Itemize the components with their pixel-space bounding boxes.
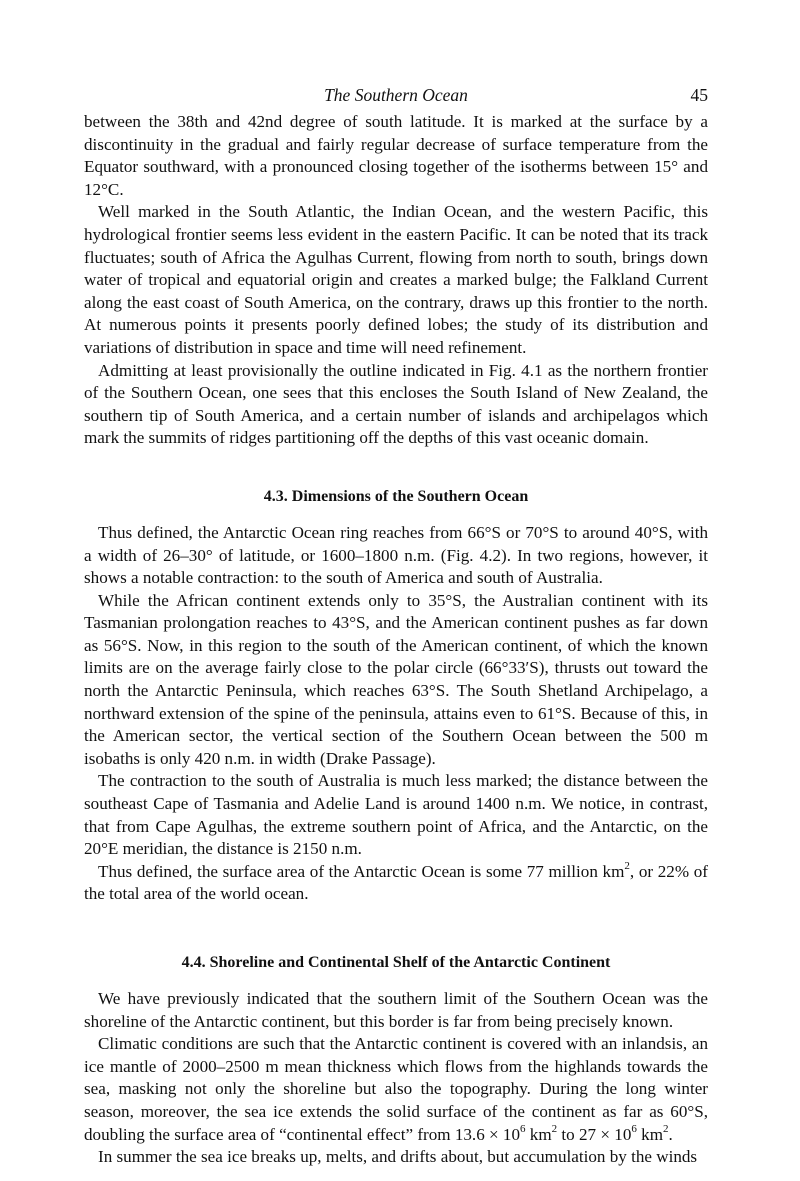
page-number: 45: [690, 85, 708, 105]
paragraph-hydrological-frontier: Well marked in the South Atlantic, the Indian Ocean, and the western Pacific, this hydrological frontier seems less evident in the eastern Pacific. It can be noted that its track fluctuates; south of Africa the Agulhas Current, flowing from north to south, brings down water of tropical and equatorial origin and creates a marked bulge; the Falkland Current along the east coast of South America, on the contrary, draws up this frontier to the north. At numerous points it presents poorly defined lobes; the study of its distribution and variations of distribution in space and time will need refinement.: [84, 202, 708, 357]
surface-area-text: Thus defined, the surface area of the Antarctic Ocean is some 77 million km: [98, 861, 625, 881]
paragraph-southern-limit: We have previously indicated that the southern limit of the Southern Ocean was the shoreline of the Antarctic continent, but this border is far from being precisely known.: [84, 989, 708, 1031]
paragraph-northern-frontier-outline: Admitting at least provisionally the outline indicated in Fig. 4.1 as the northern frontier of the Southern Ocean, one sees that this encloses the South Island of New Zealand, the southern tip of South America, and a certain number of islands and archipelagos which mark the summits of ridges partitioning off the depths of this vast oceanic domain.: [84, 360, 708, 448]
superscript: 2: [624, 860, 630, 873]
paragraph-climatic-conditions: [84, 1033, 708, 1146]
superscript: 6: [631, 1122, 637, 1135]
book-page: [84, 84, 708, 1169]
superscript: 6: [520, 1122, 526, 1135]
climate-text: Climatic conditions are such that the Antarctic continent is covered with an inlandsis, an ice mantle of 2000–2500 m mean thickness which flows from the highlands towards the sea, masking not only the shoreline but also the topography. During the long winter season, moreover, the sea ice extends the solid surface of the continent as far as 60°S, doubling the surface area of “continental effect” from 13.6 × 10: [84, 1034, 708, 1144]
paragraph-continent-extents: While the African continent extends only to 35°S, the Australian continent with its Tasmanian prolongation reaches to 43°S, and the American continent pushes as far down as 56°S. Now, in this region to the south of the American continent, of which the known limits are on the average fairly close to the polar circle (66°33′S), thrusts out toward the north the Antarctic Peninsula, which reaches 63°S. The South Shetland Archipelago, a northward extension of the spine of the peninsula, attains even to 61°S. Because of this, in the American sector, the vertical section of the Southern Ocean between the 500 m isobaths is only 420 n.m. in width (Drake Passage).: [84, 590, 708, 768]
superscript: 2: [663, 1122, 669, 1135]
section-heading-dimensions: 4.3. Dimensions of the Southern Ocean: [263, 487, 529, 505]
paragraph-summer-sea-ice: In summer the sea ice breaks up, melts, and drifts about, but accumulation by the winds: [98, 1147, 698, 1167]
climate-unit: km: [525, 1124, 552, 1144]
running-header: [84, 84, 708, 110]
climate-text-mid: to 27 × 10: [557, 1124, 632, 1144]
paragraph-australia-contraction: The contraction to the south of Australia is much less marked; the distance between the southeast Cape of Tasmania and Adelie Land is around 1400 n.m. We notice, in contrast, that from Cape Agulhas, the extreme southern point of Africa, and the Antarctic, on the 20°E meridian, the distance is 2150 n.m.: [84, 771, 708, 859]
climate-text-end: .: [668, 1124, 673, 1144]
climate-unit: km: [636, 1124, 663, 1144]
paragraph-ocean-ring: Thus defined, the Antarctic Ocean ring reaches from 66°S or 70°S to around 40°S, with a width of 26–30° of latitude, or 1600–1800 n.m. (Fig. 4.2). In two regions, however, it shows a notable contraction: to the south of America and south of Australia.: [84, 522, 708, 588]
paragraph-frontier-latitude: between the 38th and 42nd degree of south latitude. It is marked at the surface by a discontinuity in the gradual and fairly regular decrease of surface temperature from the Equator southward, with a pronounced closing together of the isotherms between 15° and 12°C.: [84, 112, 708, 199]
paragraph-surface-area: [84, 861, 708, 906]
running-title: The Southern Ocean: [324, 85, 468, 105]
surface-area-text-end: , or 22% of the total area of the world ocean.: [84, 861, 708, 904]
superscript: 2: [551, 1122, 558, 1135]
section-heading-shoreline: 4.4. Shoreline and Continental Shelf of the Antarctic Continent: [181, 954, 611, 971]
